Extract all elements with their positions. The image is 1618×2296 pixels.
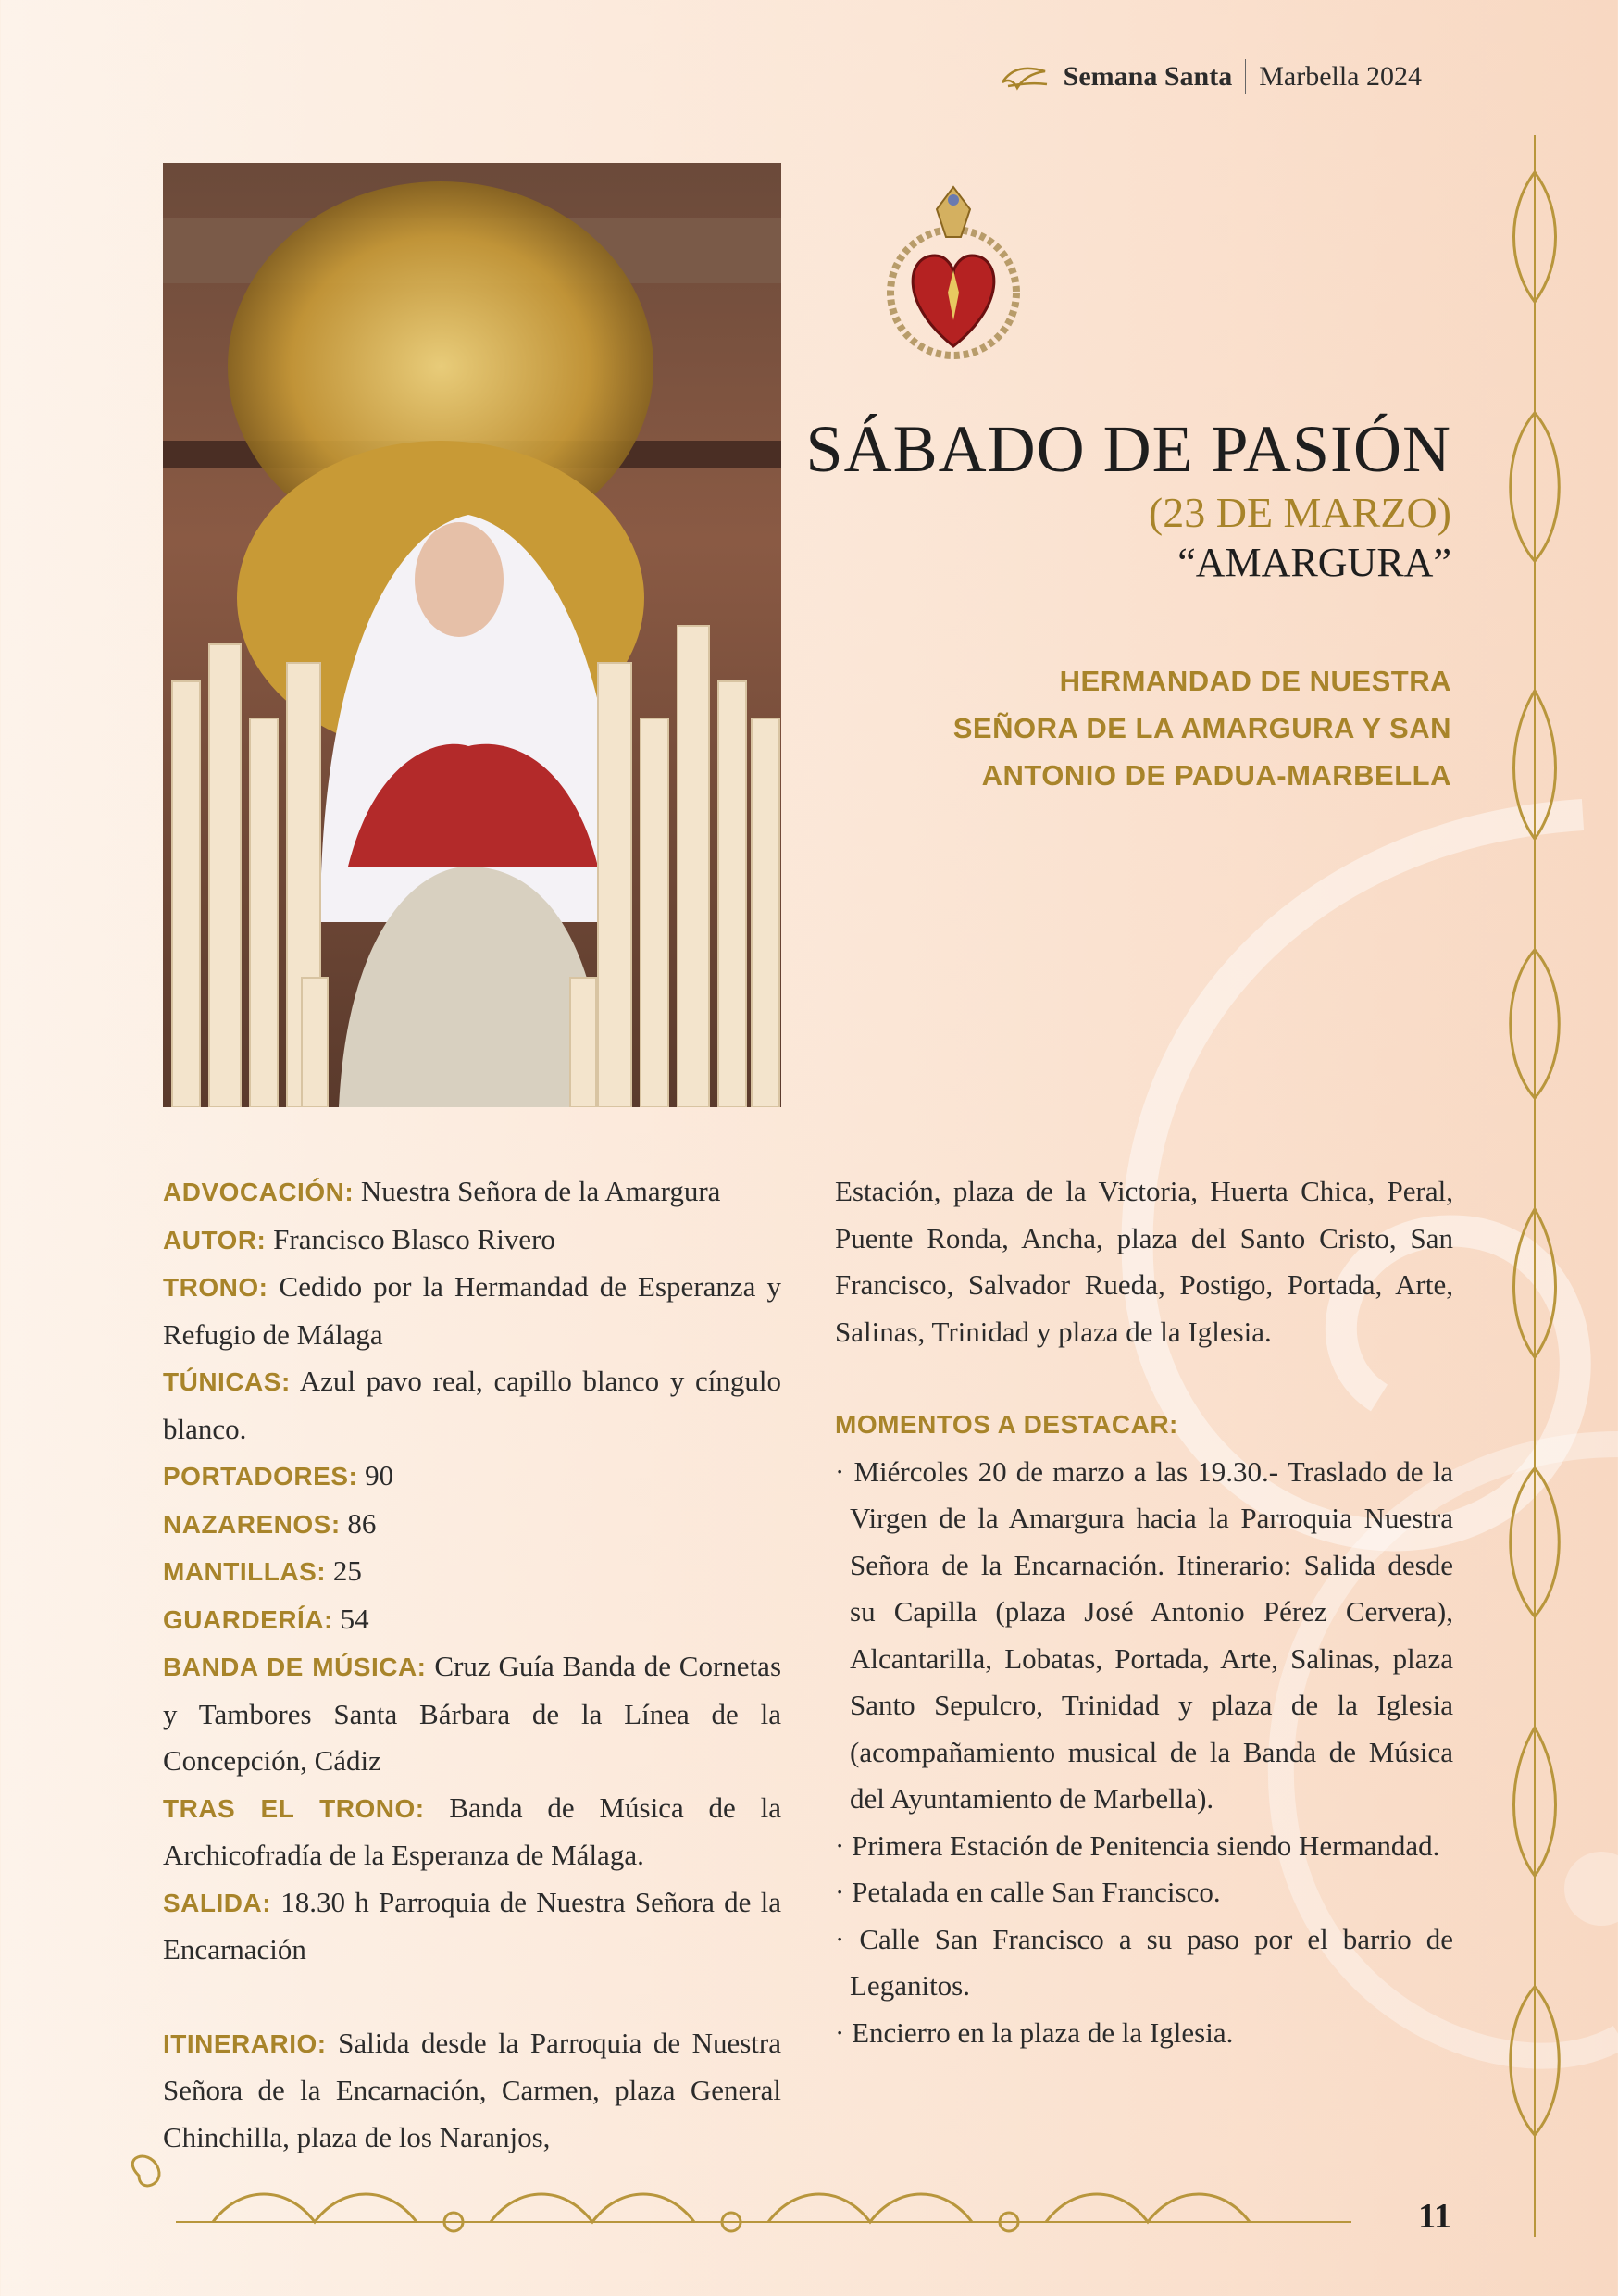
list-item: · Encierro en la plaza de la Iglesia. [835,2010,1453,2057]
field-banda [163,1643,781,1785]
field-label: GUARDERÍA: [163,1604,333,1634]
right-ornament-border [1488,135,1581,2237]
title-block [806,413,1451,586]
moments-heading: MOMENTOS A DESTACAR: [835,1410,1178,1439]
palm-logo-icon [999,58,1051,95]
virgin-photo [163,163,781,1107]
brotherhood-emblem-icon [870,181,1037,367]
field-value: Banda de Música de la Archicofradía de la Esperanza de Málaga. [163,1791,781,1871]
field-itinerario [163,2020,781,2162]
field-label: MANTILLAS: [163,1557,327,1586]
field-tunicas [163,1358,781,1453]
brotherhood-line: SEÑORA DE LA AMARGURA Y SAN [952,712,1451,744]
field-value: 90 [365,1459,394,1491]
list-item: · Petalada en calle San Francisco. [835,1869,1453,1916]
field-trono [163,1264,781,1358]
field-value: Nuestra Señora de la Amargura [360,1175,721,1207]
list-item: · Calle San Francisco a su paso por el barrio de Leganitos. [835,1916,1453,2010]
page-number: 11 [1418,2197,1451,2236]
list-item: · Miércoles 20 de marzo a las 19.30.- Traslado de la Virgen de la Amargura hacia la Parroquia Nuestra Señora de la Encarnación. Itinerario: Salida desde su Capilla (plaza José Antonio Pérez Cervera), Alcantarilla, Lobatas, Portada, Arte, Salinas, plaza Santo Sepulcro, Trinidad y plaza de la Iglesia (acompañamiento musical de la Banda de Música del Ayuntamiento de Marbella). [835,1449,1453,1823]
brotherhood-line: ANTONIO DE PADUA-MARBELLA [981,759,1451,792]
header-separator [1245,59,1246,94]
field-value: 18.30 h Parroquia de Nuestra Señora de la Encarnación [163,1885,782,1965]
right-column [835,1168,1453,2056]
spacer [163,1974,781,2020]
field-label: AUTOR: [163,1225,267,1254]
brotherhood-name [859,657,1451,799]
list-item: · Primera Estación de Penitencia siendo Hermandad. [835,1823,1453,1870]
left-column [163,1168,781,2161]
field-label: TÚNICAS: [163,1367,291,1396]
procession-name: “AMARGURA” [1177,540,1451,586]
page-title: SÁBADO DE PASIÓN [805,412,1451,486]
event-date: (23 DE MARZO) [1148,489,1451,537]
field-value: Azul pavo real, capillo blanco y cíngulo blanco. [163,1365,781,1445]
field-mantillas [163,1548,781,1596]
field-tras-el-trono [163,1785,781,1879]
field-advocacion [163,1168,781,1217]
field-value: Francisco Blasco Rivero [273,1222,555,1255]
field-portadores [163,1453,781,1501]
field-label: ADVOCACIÓN: [163,1178,355,1206]
field-label: ITINERARIO: [163,2028,327,2058]
field-label: SALIDA: [163,1888,272,1917]
field-nazarenos [163,1501,781,1549]
field-value: Cedido por la Hermandad de Esperanza y Refugio de Málaga [163,1270,782,1351]
brotherhood-line: HERMANDAD DE NUESTRA [1059,665,1451,697]
field-label: PORTADORES: [163,1462,358,1491]
itinerary-text: Salida desde la Parroquia de Nuestra Señora de la Encarnación, Carmen, plaza General Chinchilla, plaza de los Naranjos, [163,2026,782,2153]
bottom-ornament-border [102,2148,1425,2250]
field-label: BANDA DE MÚSICA: [163,1653,427,1681]
field-guarderia [163,1596,781,1644]
field-salida [163,1879,781,1974]
header-brand: Semana Santa [1063,61,1233,92]
field-value: 54 [340,1602,369,1635]
field-value: Cruz Guía Banda de Cornetas y Tambores Santa Bárbara de la Línea de la Concepción, Cádiz [163,1650,782,1777]
spacer [835,1355,1453,1402]
field-value: 25 [332,1554,362,1587]
field-label: TRAS EL TRONO: [163,1793,425,1823]
moments-list [835,1449,1453,2057]
field-label: NAZARENOS: [163,1509,341,1539]
header-subtitle: Marbella 2024 [1259,61,1422,92]
itinerary-continuation: Estación, plaza de la Victoria, Huerta Chica, Peral, Puente Ronda, Ancha, plaza del Santo Cristo, San Francisco, Salvador Rueda, Postigo, Portada, Arte, Salinas, Trinidad y plaza de la Iglesia. [835,1175,1453,1348]
page-header [999,54,1422,100]
field-label: TRONO: [163,1273,268,1302]
field-value: 86 [347,1506,377,1540]
field-autor [163,1217,781,1265]
